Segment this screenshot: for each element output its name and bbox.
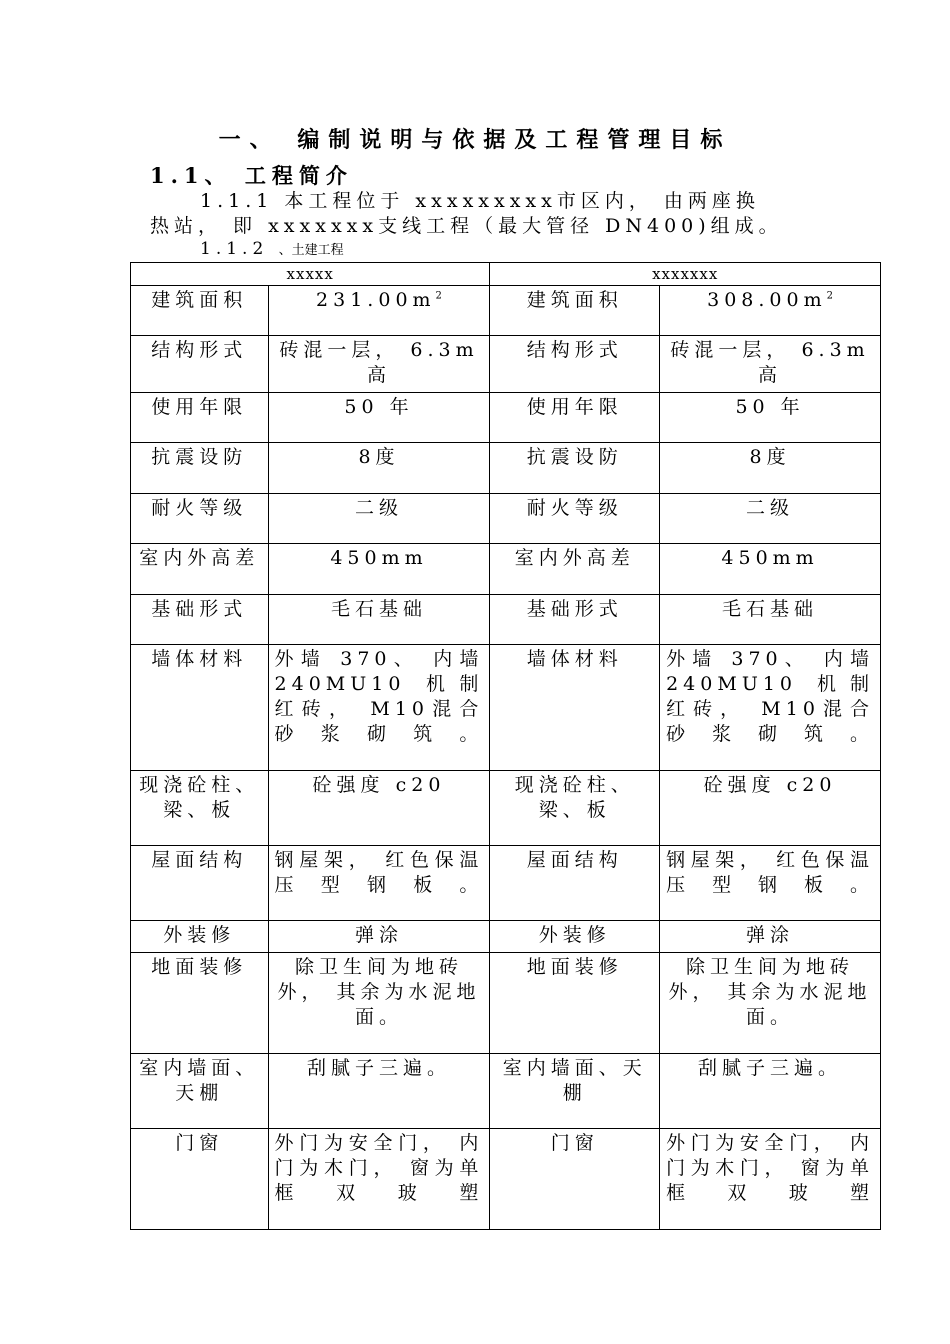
row-value-left: 弹涂 bbox=[268, 921, 490, 953]
table-header-row bbox=[131, 263, 881, 286]
header-left: xxxxx bbox=[131, 263, 490, 286]
subsection-label: 、土建工程 bbox=[278, 243, 344, 258]
row-value-left bbox=[268, 286, 490, 336]
row-value-left: 450mm bbox=[268, 544, 490, 595]
row-value-left: 毛石基础 bbox=[268, 595, 490, 645]
row-value-left: 除卫生间为地砖外， 其余为水泥地面。 bbox=[268, 953, 490, 1054]
row-label-right: 使用年限 bbox=[490, 393, 660, 443]
table-row bbox=[131, 494, 881, 544]
row-label-left: 门窗 bbox=[131, 1129, 269, 1230]
table-row bbox=[131, 443, 881, 494]
row-label-right: 耐火等级 bbox=[490, 494, 660, 544]
row-label-right: 室内墙面、天棚 bbox=[490, 1054, 660, 1129]
row-value-left: 外墙 370、 内墙 240MU10 机制红砖， M10混合砂浆砌筑。 bbox=[268, 645, 490, 771]
header-right: xxxxxxx bbox=[490, 263, 881, 286]
row-value-right: 二级 bbox=[660, 494, 881, 544]
row-label-left: 抗震设防 bbox=[131, 443, 269, 494]
row-label-right: 现浇砼柱、梁、板 bbox=[490, 771, 660, 846]
table-row bbox=[131, 393, 881, 443]
row-label-left: 结构形式 bbox=[131, 336, 269, 393]
row-label-right: 地面装修 bbox=[490, 953, 660, 1054]
intro-paragraph-line-1: 1.1.1 本工程位于 xxxxxxxxx市区内， 由两座换 bbox=[200, 190, 760, 212]
row-label-left: 现浇砼柱、梁、板 bbox=[131, 771, 269, 846]
row-label-right: 室内外高差 bbox=[490, 544, 660, 595]
row-label-right: 结构形式 bbox=[490, 336, 660, 393]
row-value-right: 8度 bbox=[660, 443, 881, 494]
row-label-right: 基础形式 bbox=[490, 595, 660, 645]
row-label-right: 建筑面积 bbox=[490, 286, 660, 336]
value-text: 231.00m bbox=[316, 289, 436, 311]
table-row bbox=[131, 595, 881, 645]
row-label-left: 室内墙面、天棚 bbox=[131, 1054, 269, 1129]
table-row bbox=[131, 953, 881, 1054]
row-value-left: 钢屋架， 红色保温压型钢板。 bbox=[268, 846, 490, 921]
row-value-left: 外门为安全门， 内门为木门， 窗为单框双玻塑 bbox=[268, 1129, 490, 1230]
table-row bbox=[131, 544, 881, 595]
row-value-left: 砼强度 c20 bbox=[268, 771, 490, 846]
row-label-right: 屋面结构 bbox=[490, 846, 660, 921]
row-value-right bbox=[660, 286, 881, 336]
row-label-right: 门窗 bbox=[490, 1129, 660, 1230]
table-row bbox=[131, 1129, 881, 1230]
subsection-number: 1.1.2 bbox=[200, 239, 279, 259]
row-value-left: 砖混一层， 6.3m高 bbox=[268, 336, 490, 393]
row-value-right: 50 年 bbox=[660, 393, 881, 443]
row-value-right: 砖混一层， 6.3m高 bbox=[660, 336, 881, 393]
row-value-right: 钢屋架， 红色保温压型钢板。 bbox=[660, 846, 881, 921]
row-label-left: 室内外高差 bbox=[131, 544, 269, 595]
superscript: 2 bbox=[826, 290, 833, 302]
civil-works-table bbox=[130, 262, 881, 1230]
row-label-left: 屋面结构 bbox=[131, 846, 269, 921]
table-row bbox=[131, 1054, 881, 1129]
row-label-left: 地面装修 bbox=[131, 953, 269, 1054]
row-value-left: 50 年 bbox=[268, 393, 490, 443]
row-label-left: 基础形式 bbox=[131, 595, 269, 645]
row-value-right: 砼强度 c20 bbox=[660, 771, 881, 846]
row-value-right: 除卫生间为地砖外， 其余为水泥地面。 bbox=[660, 953, 881, 1054]
row-label-left: 耐火等级 bbox=[131, 494, 269, 544]
row-value-right: 刮腻子三遍。 bbox=[660, 1054, 881, 1129]
row-value-right: 毛石基础 bbox=[660, 595, 881, 645]
table-row bbox=[131, 921, 881, 953]
subsection-heading bbox=[200, 239, 344, 259]
table-row bbox=[131, 286, 881, 336]
table-row bbox=[131, 336, 881, 393]
row-label-right: 抗震设防 bbox=[490, 443, 660, 494]
section-heading: 1.1、 工程简介 bbox=[150, 163, 353, 188]
row-value-left: 二级 bbox=[268, 494, 490, 544]
row-label-left: 使用年限 bbox=[131, 393, 269, 443]
row-label-left: 建筑面积 bbox=[131, 286, 269, 336]
row-value-right: 外墙 370、 内墙 240MU10 机制红砖， M10混合砂浆砌筑。 bbox=[660, 645, 881, 771]
intro-paragraph-line-2: 热站， 即 xxxxxxx支线工程（最大管径 DN400)组成。 bbox=[150, 215, 783, 237]
row-value-left: 8度 bbox=[268, 443, 490, 494]
row-label-right: 墙体材料 bbox=[490, 645, 660, 771]
value-text: 308.00m bbox=[707, 289, 827, 311]
superscript: 2 bbox=[435, 290, 442, 302]
row-label-left: 外装修 bbox=[131, 921, 269, 953]
row-label-left: 墙体材料 bbox=[131, 645, 269, 771]
row-value-left: 刮腻子三遍。 bbox=[268, 1054, 490, 1129]
table-row bbox=[131, 846, 881, 921]
row-value-right: 外门为安全门， 内门为木门， 窗为单框双玻塑 bbox=[660, 1129, 881, 1230]
row-label-right: 外装修 bbox=[490, 921, 660, 953]
table-row bbox=[131, 771, 881, 846]
row-value-right: 450mm bbox=[660, 544, 881, 595]
row-value-right: 弹涂 bbox=[660, 921, 881, 953]
table-row bbox=[131, 645, 881, 771]
page-title: 一、 编制说明与依据及工程管理目标 bbox=[218, 127, 732, 153]
